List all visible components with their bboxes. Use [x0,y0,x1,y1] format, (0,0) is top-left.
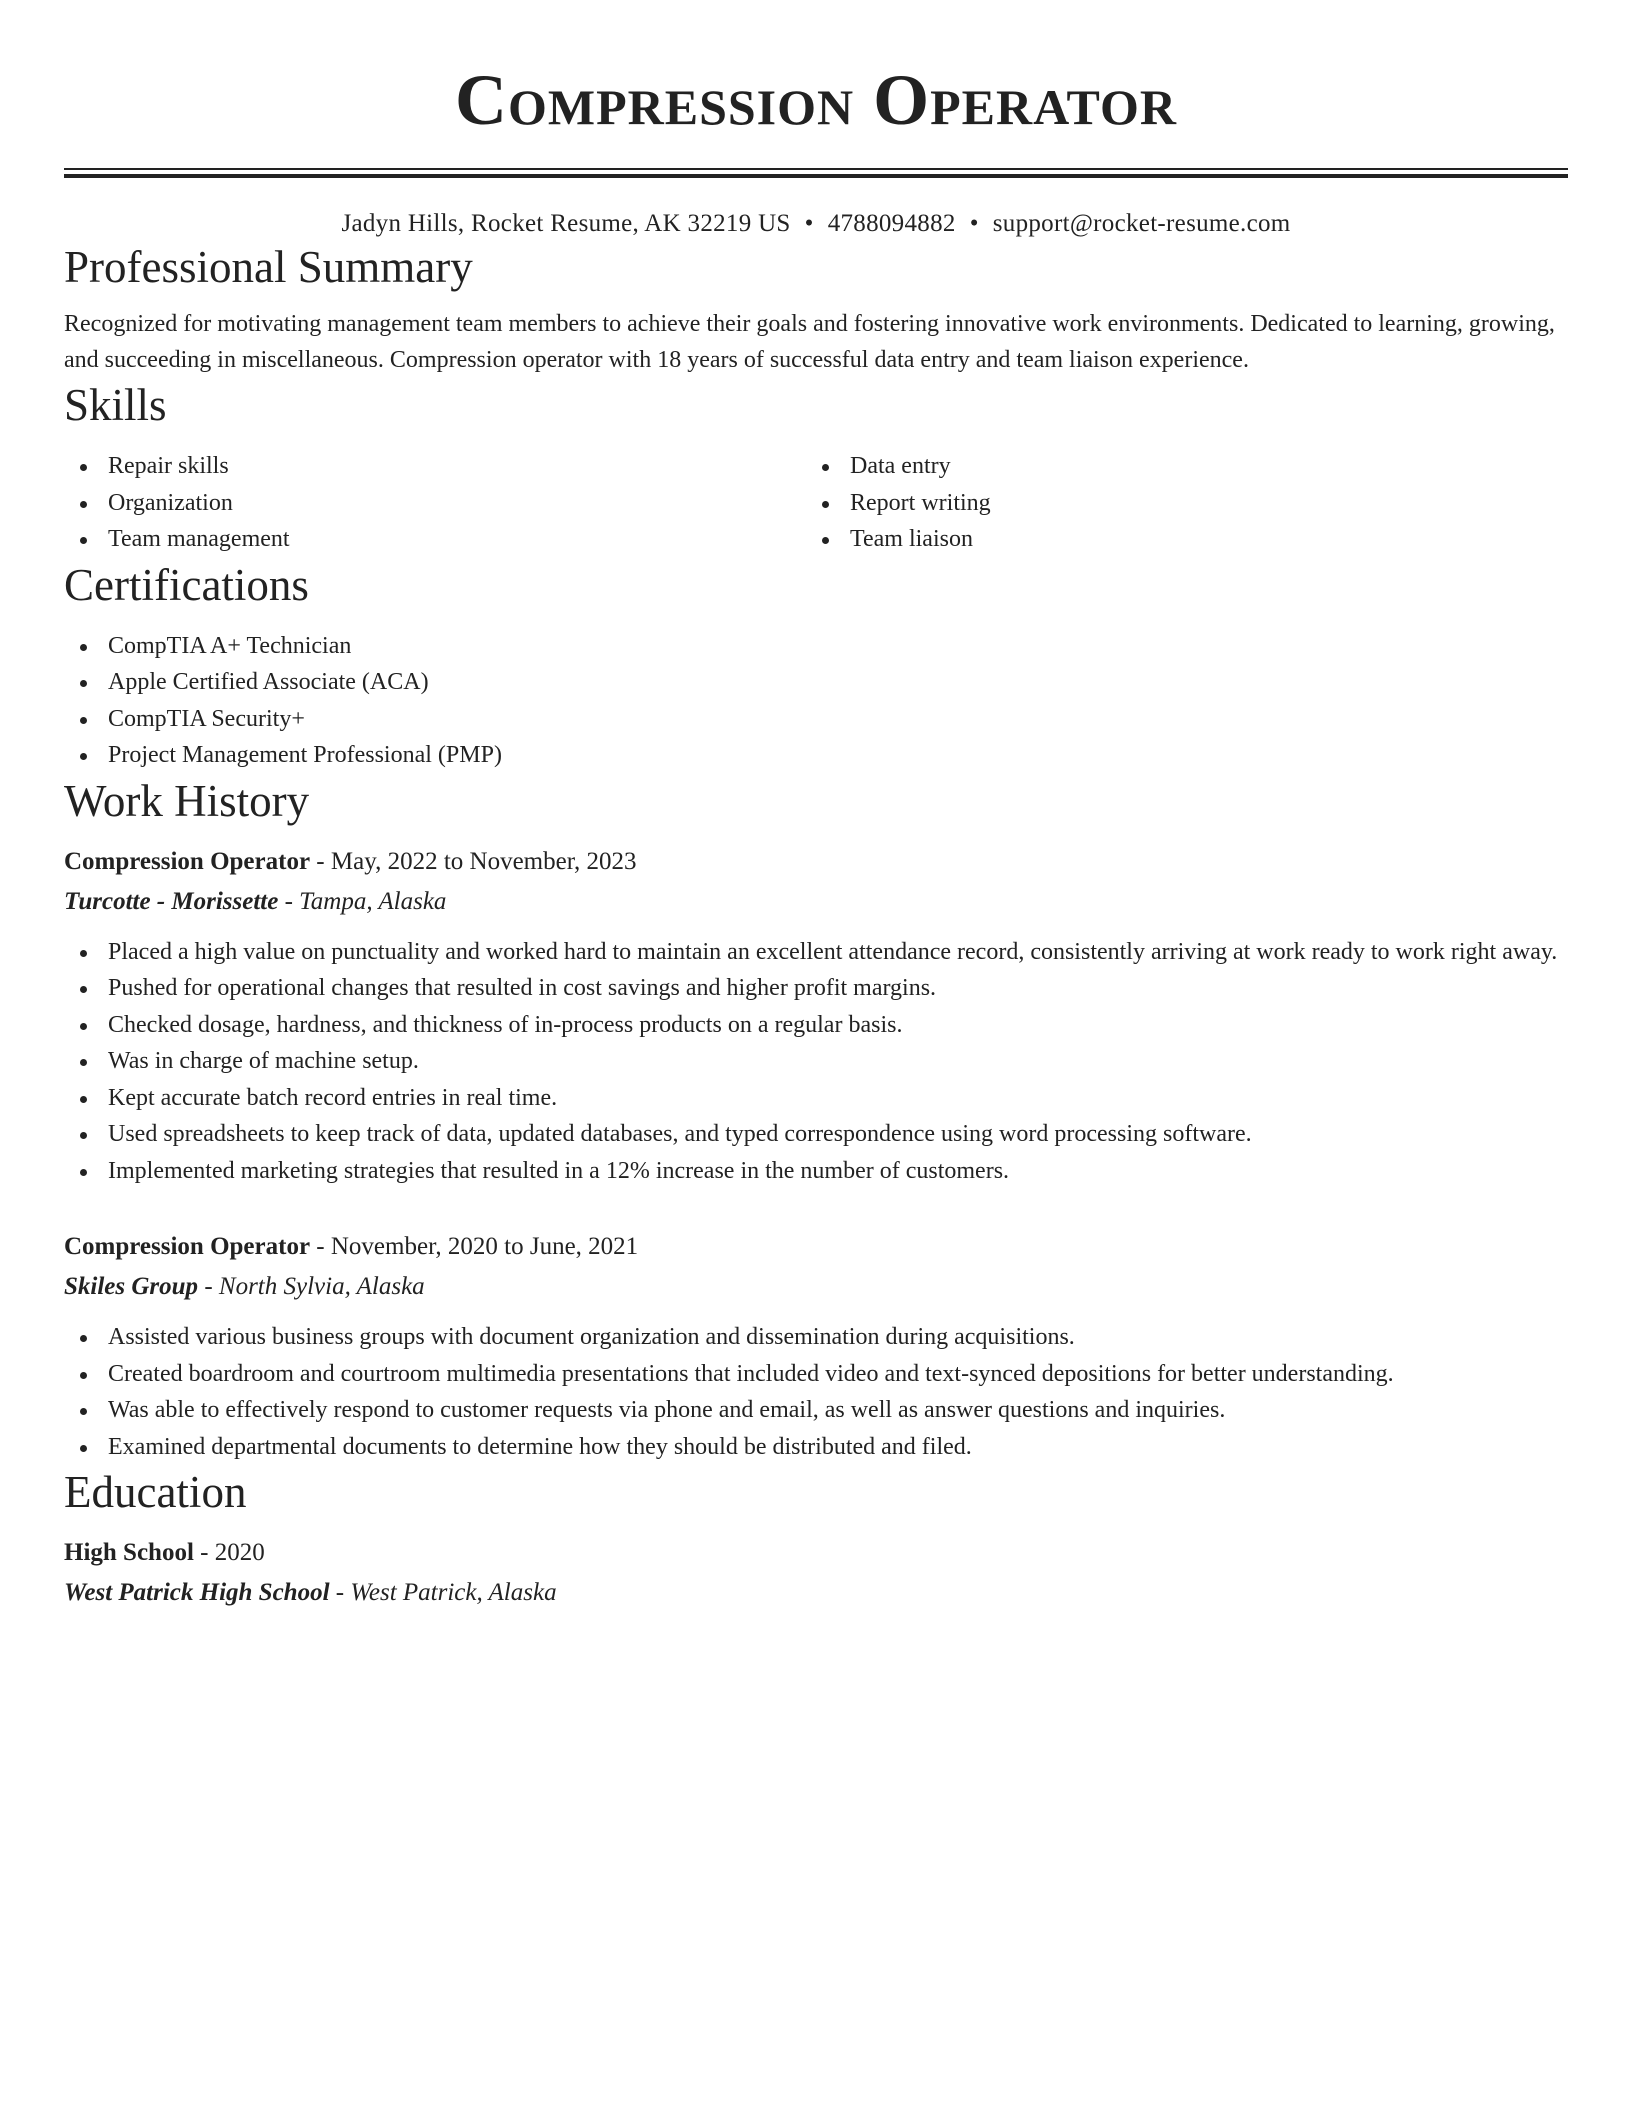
skill-item: Report writing [806,485,1548,522]
skills-heading: Skills [64,380,167,430]
contact-email: support@rocket-resume.com [992,210,1291,237]
job-bullet: Implemented marketing strategies that resulted in a 12% increase in the number of customers. [64,1153,1568,1190]
job-bullet: Examined departmental documents to determine how they should be distributed and filed. [64,1429,1568,1466]
resume-title: Compression Operator [454,60,1177,140]
job-bullet: Placed a high value on punctuality and worked hard to maintain an excellent attendance record, consistently arriving at work ready to work right away. [64,934,1568,971]
education-entry [64,1533,1568,1613]
job-bullet: Was in charge of machine setup. [64,1043,1568,1080]
job-title-line [64,842,1568,882]
job-bullet: Assisted various business groups with document organization and dissemination during acquisitions. [64,1319,1568,1356]
summary-text: Recognized for motivating management team members to achieve their goals and fostering innovative work environments. Dedicated to learning, growing, and succeeding in miscellaneous. Compression operator with 18 years of successful data entry and team liaison experience. [64,311,1555,373]
education-degree: High School [64,1539,194,1566]
education-school-line [64,1573,1568,1613]
job-dates: - May, 2022 to November, 2023 [310,847,637,875]
job-title-line [64,1227,1568,1267]
skills-list-left [64,448,806,558]
job-entry [64,1227,1568,1465]
skills-list-right [806,448,1548,558]
skill-item: Team management [64,521,806,558]
skill-item: Data entry [806,448,1548,485]
education-degree-line [64,1533,1568,1573]
education-heading: Education [64,1467,247,1517]
job-employer: Skiles Group [64,1273,199,1300]
education-location: - West Patrick, Alaska [329,1579,557,1606]
job-bullets [64,1319,1568,1465]
job-bullet: Used spreadsheets to keep track of data, updated databases, and typed correspondence using word processing software. [64,1116,1568,1153]
job-employer: Turcotte - Morissette [64,887,279,915]
job-title: Compression Operator [64,847,311,875]
certifications-list [64,628,1568,774]
job-title: Compression Operator [64,1233,311,1260]
summary-heading: Professional Summary [64,242,473,292]
certifications-heading: Certifications [64,559,309,610]
skill-item: Organization [64,485,806,522]
work-history-heading: Work History [64,775,310,826]
job-entry [64,842,1568,1190]
education-school: West Patrick High School [64,1579,330,1606]
contact-phone: 4788094882 [827,210,956,237]
job-employer-line [64,1267,1568,1307]
certification-item: CompTIA Security+ [64,701,1568,738]
certification-item: Project Management Professional (PMP) [64,737,1568,774]
job-employer-line [64,882,1568,922]
job-bullet: Kept accurate batch record entries in real time. [64,1080,1568,1117]
skills-grid [64,448,1568,558]
skill-item: Team liaison [806,521,1548,558]
job-location: - Tampa, Alaska [278,887,447,915]
contact-separator: • [804,210,814,237]
title-divider [64,168,1568,178]
job-dates: - November, 2020 to June, 2021 [310,1233,639,1260]
job-bullet: Checked dosage, hardness, and thickness of in-process products on a regular basis. [64,1007,1568,1044]
job-bullet: Created boardroom and courtroom multimedia presentations that included video and text-synced depositions for better understanding. [64,1356,1568,1393]
certification-item: Apple Certified Associate (ACA) [64,664,1568,701]
skill-item: Repair skills [64,448,806,485]
job-bullet: Was able to effectively respond to customer requests via phone and email, as well as answer questions and inquiries. [64,1392,1568,1429]
contact-separator: • [969,210,979,237]
certification-item: CompTIA A+ Technician [64,628,1568,665]
job-bullets [64,934,1568,1190]
job-location: - North Sylvia, Alaska [198,1273,425,1300]
contact-line [64,208,1568,240]
contact-address: Jadyn Hills, Rocket Resume, AK 32219 US [341,210,791,237]
job-bullet: Pushed for operational changes that resulted in cost savings and higher profit margins. [64,970,1568,1007]
education-year: - 2020 [193,1539,265,1566]
